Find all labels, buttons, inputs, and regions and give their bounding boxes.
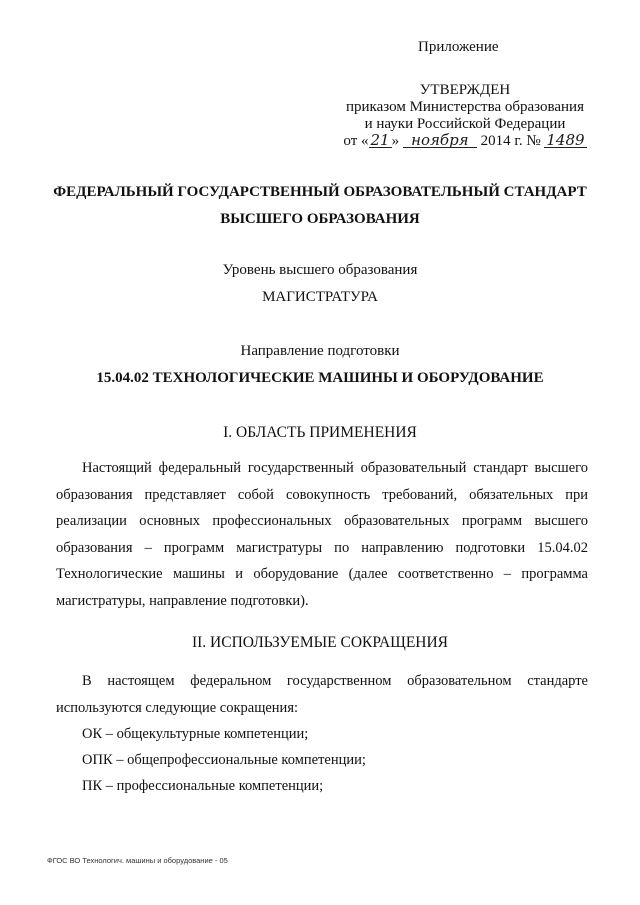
title-line-2: ВЫСШЕГО ОБРАЗОВАНИЯ (220, 211, 420, 227)
order-date-line (320, 133, 610, 150)
direction-label: Направление подготовки (240, 343, 400, 359)
title-line-1: ФЕДЕРАЛЬНЫЙ ГОСУДАРСТВЕННЫЙ ОБРАЗОВАТЕЛЬНЫЙ СТАНДАРТ (53, 184, 587, 200)
document-title (40, 179, 600, 233)
approved-label: УТВЕРЖДЕН (419, 82, 511, 98)
approval-block (320, 82, 610, 150)
date-month-handwritten: ноября (403, 133, 477, 148)
section-2-intro: В настоящем федеральном государственном образовательном стандарте используются следующие сокращения: (56, 673, 588, 716)
date-year: 2014 г. № (480, 133, 541, 149)
page-footer: ФГОС ВО Технологич. машины и оборудование - 05 (47, 856, 228, 865)
appendix-label: Приложение (418, 39, 499, 55)
order-line-1: приказом Министерства образования (346, 99, 584, 115)
section-1-text: Настоящий федеральный государственный образовательный стандарт высшего образования представляет собой совокупность требований, обязательных при реализации основных профессиональных образовательных программ высшего образования – программ магистратуры по направлению подготовки 15.04.02 Технологические машины и оборудование (далее соответственно – программа магистратуры, направление подготовки). (56, 460, 588, 609)
level-value: МАГИСТРАТУРА (262, 289, 378, 305)
order-number-handwritten: 1489 (546, 131, 585, 149)
level-label: Уровень высшего образования (222, 262, 418, 278)
abbreviation-item: ПК – профессиональные компетенции; (82, 778, 324, 794)
section-2-paragraph (56, 668, 588, 721)
abbreviation-item: ОПК – общепрофессиональные компетенции; (82, 752, 366, 768)
abbreviation-item: ОК – общекультурные компетенции; (82, 726, 309, 742)
date-mid: » (391, 133, 400, 149)
order-line-2: и науки Российской Федерации (364, 116, 566, 132)
direction-value: 15.04.02 ТЕХНОЛОГИЧЕСКИЕ МАШИНЫ И ОБОРУДОВАНИЕ (96, 370, 544, 386)
section-1-heading: I. ОБЛАСТЬ ПРИМЕНЕНИЯ (223, 424, 417, 441)
date-day-handwritten: 21 (370, 131, 390, 149)
date-prefix: от « (343, 133, 369, 149)
section-1-paragraph (56, 455, 588, 614)
section-2-heading: II. ИСПОЛЬЗУЕМЫЕ СОКРАЩЕНИЯ (191, 634, 449, 651)
